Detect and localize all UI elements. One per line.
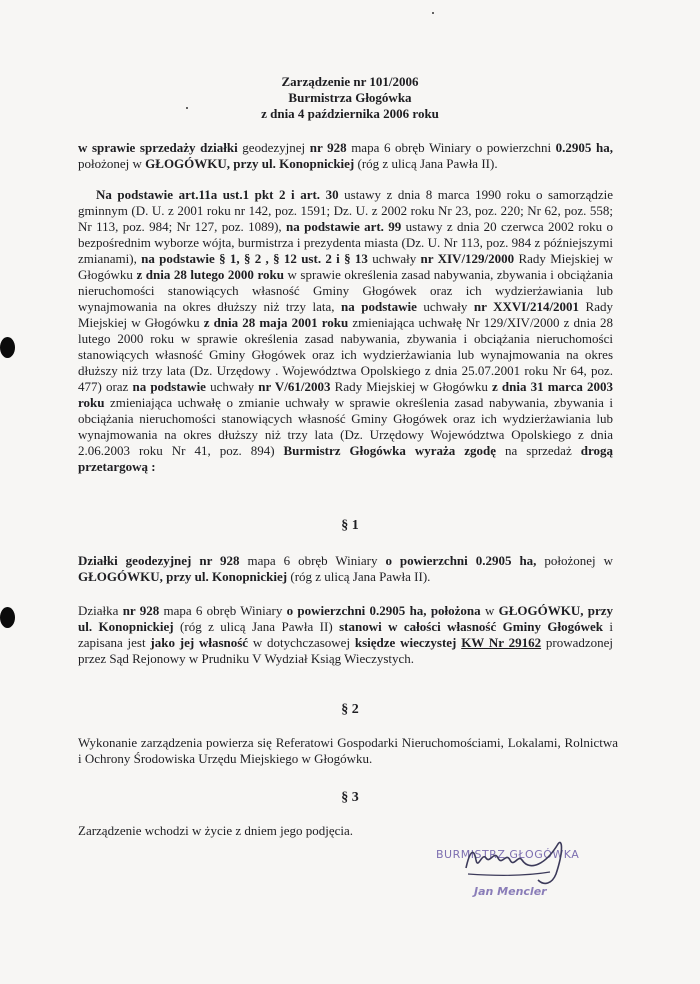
section-2-heading: § 2 [341, 702, 359, 717]
section-1-text: o powierzchni 0.2905 ha, położona [286, 603, 481, 618]
land-register-number: KW Nr 29162 [461, 635, 542, 650]
header-title: Zarządzenie nr 101/2006 [281, 74, 419, 89]
subject-text: geodezyjnej [237, 140, 310, 155]
section-1-text: jako jej własność [150, 635, 249, 650]
legal-basis-text: z dnia 28 maja 2001 roku [203, 315, 349, 330]
header-issuer: Burmistrza Głogówka [288, 90, 412, 105]
section-1-text: w [480, 603, 499, 618]
document-header [0, 74, 700, 122]
legal-basis-text: nr V/61/2003 [258, 379, 331, 394]
legal-basis-text: zmieniająca uchwałę o zmianie uchwały w sprawie określenia zasad nabywania, zbywania i obciążania nieruchomości stanowiących własność Gminy Głogówek oraz ich wydzierżawiania lub wynajmowania na okres dłuższy niż trzy lata (Dz. Urzędowy Województwa Opolskiego z dnia 2.06.2003 roku Nr 41, poz. 894) [78, 395, 613, 458]
section-3-heading: § 3 [341, 790, 359, 805]
legal-basis-text: Rady Miejskiej w Głogówku [330, 379, 492, 394]
section-1-text: Działka [78, 603, 123, 618]
stamp-title: BURMISTRZ GŁOGÓWKA [436, 848, 580, 861]
section-2-paragraph: Wykonanie zarządzenia powierza się Referatowi Gospodarki Nieruchomościami, Lokalami, Rolnictwa i Ochrony Środowiska Urzędu Miejskiego w Głogówku. [78, 735, 618, 766]
subject-paragraph [78, 140, 613, 172]
subject-area: 0.2905 ha, [555, 140, 614, 155]
legal-basis-text: Burmistrz Głogówka wyraża zgodę [283, 443, 497, 458]
legal-basis-text: zmieniająca uchwałę Nr 129/XIV/2000 z dnia 28 lutego 2000 roku w sprawie określenia zasad nabywania, zbywania i obciążania nieruchomości stanowiących własność Gminy Głogówek oraz ich wydzierżawiania lub wynajmowania na okres dłuższy niż trzy lata (Dz. Urzędowy . Województwa Opolskiego z dnia 25.07.2001 roku Nr 64, poz. 477) oraz [78, 315, 614, 394]
legal-basis-text: na podstawie [132, 379, 206, 394]
section-1-text: nr 928 [122, 603, 160, 618]
subject-text: położonej w [78, 156, 146, 171]
legal-basis-text: uchwały [416, 299, 474, 314]
legal-basis-text: Rady Miejskiej w Głogówku [78, 251, 614, 282]
legal-basis-text: Na podstawie art.11a ust.1 pkt 2 i art. 30 [96, 187, 339, 202]
legal-basis-text: nr XXVI/214/2001 [473, 299, 580, 314]
section-1-paragraph-1 [78, 553, 613, 585]
section-1-text: (róg z ulicą Jana Pawła II). [287, 569, 431, 584]
legal-basis-text: z dnia 28 lutego 2000 roku [136, 267, 284, 282]
section-1-text: i zapisana jest [78, 619, 614, 650]
scan-speck [432, 12, 434, 14]
section-1-text: mapa 6 obręb Winiary [239, 553, 386, 568]
legal-basis-text: uchwały [367, 251, 421, 266]
subject-text: mapa 6 obręb Winiary o powierzchni [346, 140, 556, 155]
legal-basis-text: z dnia 31 marca 2003 roku [78, 379, 613, 410]
subject-lead: w sprawie sprzedaży działki [78, 140, 238, 155]
section-1-text: księdze wieczystej [354, 635, 457, 650]
legal-basis-text: Rady Miejskiej w Głogówku [78, 299, 613, 330]
legal-basis-text: na podstawie [341, 299, 417, 314]
section-1-text: położonej w [536, 553, 613, 568]
section-1-text: GŁOGÓWKU, przy ul. Konopnickiej [78, 603, 613, 634]
section-1-text: prowadzonej przez Sąd Rejonowy w Prudniku V Wydział Ksiąg Wieczystych. [78, 635, 614, 666]
section-1-paragraph-2 [78, 603, 613, 667]
legal-basis-text: na podstawie art. 99 [286, 219, 402, 234]
signature-icon [446, 830, 596, 890]
legal-basis-text: ustawy z dnia 8 marca 1990 roku o samorządzie gminnym (D. U. z 2001 roku nr 142, poz. 1591; Dz. U. z 2002 roku Nr 23, poz. 220; Nr 62, poz. 558; Nr 113, poz. 984; Nr 127, poz. 1089), [78, 187, 613, 234]
header-date: z dnia 4 października 2006 roku [261, 106, 439, 121]
legal-basis-text: w sprawie określenia zasad nabywania, zbywania i obciążania nieruchomości stanowiących własność Gminy Głogówek oraz ich wydzierżawiania lub wynajmowania na okres dłuższy niż trzy lata, [78, 267, 613, 314]
section-3-paragraph: Zarządzenie wchodzi w życie z dniem jego podjęcia. [78, 823, 354, 838]
punch-hole-top [0, 337, 15, 358]
legal-basis-text: nr XIV/129/2000 [420, 251, 515, 266]
legal-basis-text: uchwały [205, 379, 259, 394]
mayor-stamp [436, 840, 611, 904]
legal-basis-text: drogą przetargową : [78, 443, 613, 474]
legal-basis-text: ustawy z dnia 20 czerwca 2002 roku o bezpośrednim wyborze wójta, burmistrza i prezydenta miasta (Dz. U. Nr 113, poz. 984 z późniejszymi zmianami), [78, 219, 613, 266]
section-1-text: Działki geodezyjnej nr 928 [78, 553, 240, 568]
legal-basis-text: na podstawie § 1, § 2 , § 12 ust. 2 i § 13 [141, 251, 368, 266]
subject-text: (róg z ulicą Jana Pawła II). [354, 156, 498, 171]
section-1-text: mapa 6 obręb Winiary [159, 603, 287, 618]
section-1-text: GŁOGÓWKU, przy ul. Konopnickiej [78, 569, 288, 584]
section-1-text: (róg z ulicą Jana Pawła II) [173, 619, 340, 634]
punch-hole-bottom [0, 607, 15, 628]
legal-basis-text: na sprzedaż [496, 443, 581, 458]
section-1-text: stanowi w całości własność Gminy Głogówek [339, 619, 603, 634]
section-1-text: o powierzchni 0.2905 ha, [385, 553, 537, 568]
section-1-text: w dotychczasowej [248, 635, 355, 650]
subject-plot-number: nr 928 [309, 140, 347, 155]
stamp-name: Jan Mencler [474, 885, 547, 898]
legal-basis-paragraph [78, 187, 613, 475]
section-1-heading: § 1 [341, 518, 359, 533]
subject-location: GŁOGÓWKU, przy ul. Konopnickiej [145, 156, 355, 171]
